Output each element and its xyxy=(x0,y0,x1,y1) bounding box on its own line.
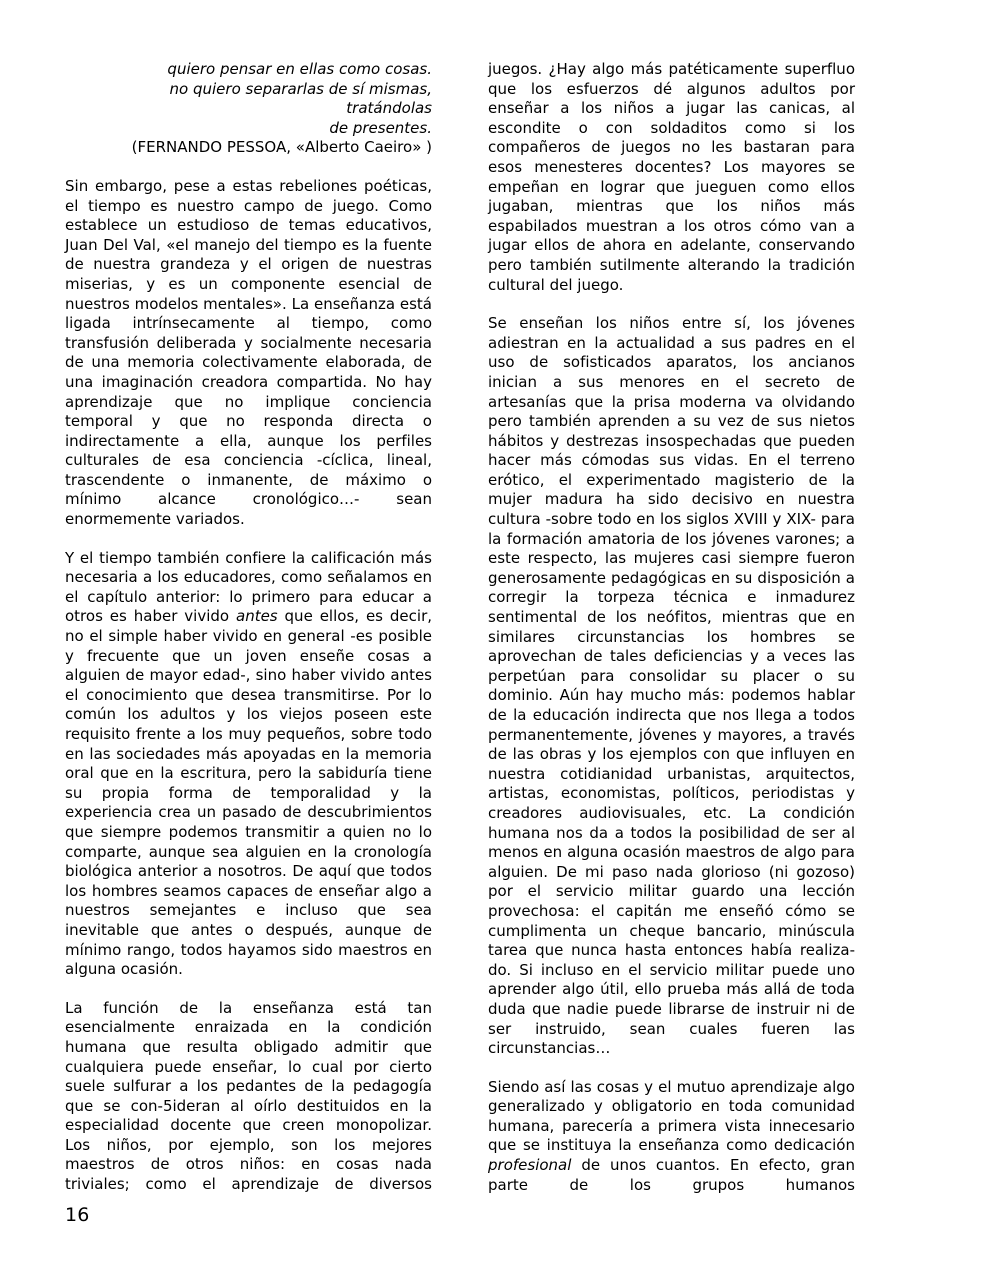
epigraph-line-3: tratándolas xyxy=(346,99,432,118)
right-column-paragraphs xyxy=(488,60,855,1215)
epigraph-line-1: quiero pensar en ellas como cosas. xyxy=(167,60,432,78)
two-column-text-body xyxy=(65,60,853,1195)
left-column-paragraphs xyxy=(65,177,432,1214)
paragraph: La función de la enseñanza está tan esencialmente enraizada en la condición humana que resulta obligado admitir que cualquiera puede enseñar, lo cual por cierto suele sulfurar a los pedantes de la pedagogía que se con-5ideran al oírlo destituidos en la especialidad docente que creen monopolizar. Los niños, por ejemplo, son los mejores maestros de otros niños: en cosas nada triviales; como el aprendizaje de diversos xyxy=(65,998,432,1194)
paragraph: juegos. ¿Hay algo más patéticamente superfluo que los esfuerzos dé algunos adultos por enseñar a los niños a jugar las canicas, al escondite o con soldaditos como si los compañeros de juegos no les bastaran para esos menesteres docentes? Los mayores se empeñan en lograr que jueguen como ellos jugaban, mientras que los niños más espabilados muestran a los otros cómo van a jugar ellos de ahora en adelante, conservando pero también sutilmente alterando la tradición cultural del juego. xyxy=(488,60,855,294)
epigraph-line-2: no quiero separarlas de sí mismas, xyxy=(169,79,432,98)
epigraph-line-4: de presentes. xyxy=(329,118,432,137)
epigraph-block xyxy=(65,60,432,158)
emphasis-text: profesional xyxy=(488,1156,572,1175)
page-number: 16 xyxy=(65,1204,90,1226)
paragraph: Y el tiempo también confiere la calificación más necesaria a los educadores, como señalamos en el capítulo anterior: lo primero para educar a otros es haber vivido antes que ellos, es decir, no el simple haber vivido en general -es posible y frecuente que un joven enseñe cosas a alguien de mayor edad-, sino haber vivido antes el conocimiento que desea transmitirse. Por lo común los adultos y los viejos poseen este requisito frente a los muy pequeños, sobre todo en las sociedades más apoyadas en la memoria oral que en la escritura, pero la sabiduría tiene su propia forma de temporalidad y la experiencia crea un pasado de descubrimientos que siempre podemos transmitir a quien no lo comparte, aunque sea alguien en la cronología biológica anterior a nosotros. De aquí que todos los hombres seamos capaces de enseñar algo a nuestros semejantes e incluso que sea inevitable que antes o después, aunque de mínimo rango, todos hayamos sido maestros en alguna ocasión. xyxy=(65,548,432,979)
paragraph: Siendo así las cosas y el mutuo aprendizaje algo generalizado y obligatorio en toda comunidad humana, parecería a primera vista innecesario que se instituya la enseñanza como dedicación profesional de unos cuantos. En efecto, gran parte de los grupos humanos xyxy=(488,1077,855,1194)
right-text-column xyxy=(488,60,855,1215)
emphasis-text: antes xyxy=(236,607,278,626)
left-text-column xyxy=(65,60,432,1214)
paragraph: Sin embargo, pese a estas rebeliones poéticas, el tiempo es nuestro campo de juego. Como establece un estudioso de temas educativos, Juan Del Val, «el manejo del tiempo es la fuente de nuestra grandeza y el origen de nuestras miserias, y es un componente esencial de nuestros modelos mentales». La enseñanza está ligada intrínsecamente al tiempo, como transfusión deliberada y socialmente necesaria de una memoria colectivamente elaborada, de una imaginación creadora compartida. No hay aprendizaje que no implique conciencia temporal y que no responda directa o indirectamente a ella, aunque los perfiles culturales de esa conciencia -cíclica, lineal, trascendente o inmanente, de máximo o mínimo alcance cronológico…- sean enormemente variados. xyxy=(65,176,432,529)
paragraph: Se enseñan los niños entre sí, los jóvenes adiestran en la actualidad a sus padres en el uso de sofisticados aparatos, los ancianos inician a sus menores en el secreto de artesanías que la prisa moderna va olvidando pero también aprenden a su vez de sus nietos hábitos y destrezas insospechadas que pueden hacer más cómodas sus vidas. En el terreno erótico, el experimentado magisterio de la mujer madura ha sido decisivo en nuestra cultura -sobre todo en los siglos XVIII y XIX- para la formación amatoria de los jóvenes varones; a este respecto, las mujeres casi siempre fueron generosamente pedagógicas en su disposición a corregir la torpeza técnica e inmadurez sentimental de los neófitos, mientras que en similares circunstancias los hombres se aprovechan de tales deficiencias y a veces las perpetúan para consolidar su placer o su dominio. Aún hay mucho más: podemos hablar de la educación indirecta que nos llega a todos permanentemente, jóvenes y mayores, a través de las obras y los ejemplos con que influyen en nuestra cotidianidad urbanistas, arquitectos, artistas, economistas, políticos, periodistas y creadores audiovisuales, etc. La condición humana nos da a todos la posibilidad de ser al menos en alguna ocasión maestros de algo para alguien. De mi paso nada glorioso (ni gozoso) por el servicio militar guardo una lección provechosa: el capitán me enseñó cómo se cumplimenta un cheque bancario, minúscula tarea que nunca hasta entonces había realiza- do. Si incluso en el servicio militar puede uno aprender algo útil, ello prueba más allá de toda duda que nadie puede librarse de instruir ni de ser instruido, sean cuales fueren las circunstancias… xyxy=(488,314,855,1058)
epigraph-attribution: (FERNANDO PESSOA, «Alberto Caeiro» ) xyxy=(131,138,432,157)
